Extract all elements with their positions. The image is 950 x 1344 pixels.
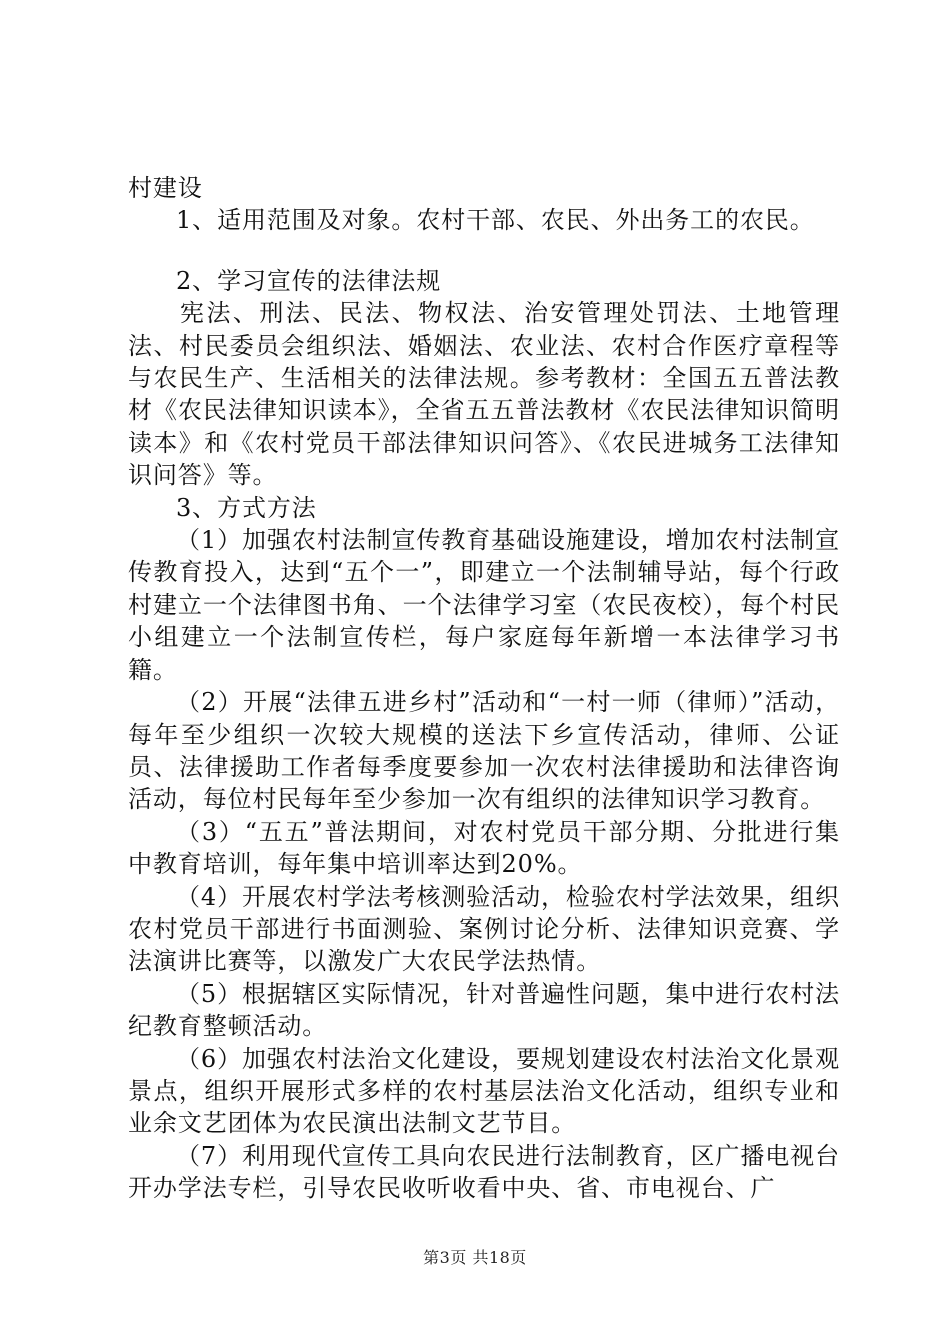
paragraph-method-3: （3）“五五”普法期间，对农村党员干部分期、分批进行集中教育培训，每年集中培训率达到20%。 xyxy=(128,817,840,879)
blank-line xyxy=(128,237,840,265)
heading-laws: 2、学习宣传的法律法规 xyxy=(176,266,442,295)
paragraph-scope: 1、适用范围及对象。农村干部、农民、外出务工的农民。 xyxy=(176,206,815,235)
paragraph-method-6: （6）加强农村法治文化建设，要规划建设农村法治文化景观景点，组织开展形式多样的农村基层法治文化活动，组织专业和业余文艺团体为农民演出法制文艺节目。 xyxy=(128,1044,840,1138)
paragraph-laws: 宪法、刑法、民法、物权法、治安管理处罚法、土地管理法、村民委员会组织法、婚姻法、农业法、农村合作医疗章程等与农民生产、生活相关的法律法规。参考教材：全国五五普法教材《农民法律知识读本》，全省五五普法教材《农民法律知识简明读本》和《农村党员干部法律知识问答》、《农民进城务工法律知识问答》等。 xyxy=(128,299,840,490)
page-footer: 第3页 共18页 xyxy=(423,1248,527,1267)
paragraph-method-7: （7）利用现代宣传工具向农民进行法制教育，区广播电视台开办学法专栏，引导农民收听收看中央、省、市电视台、广 xyxy=(128,1141,840,1203)
paragraph-continuation: 村建设 xyxy=(128,174,203,202)
paragraph-method-1: （1）加强农村法制宣传教育基础设施建设，增加农村法制宣传教育投入，达到“五个一”，即建立一个法制辅导站，每个行政村建立一个法律图书角、一个法律学习室（农民夜校），每个村民小组建立一个法制宣传栏，每户家庭每年新增一本法律学习书籍。 xyxy=(128,526,840,684)
heading-methods: 3、方式方法 xyxy=(176,493,317,522)
document-body xyxy=(128,172,840,1205)
paragraph-method-2: （2）开展“法律五进乡村”活动和“一村一师（律师）”活动，每年至少组织一次较大规模的送法下乡宣传活动，律师、公证员、法律援助工作者每季度要参加一次农村法律援助和法律咨询活动，每位村民每年至少参加一次有组织的法律知识学习教育。 xyxy=(128,688,840,814)
paragraph-method-4: （4）开展农村学法考核测验活动，检验农村学法效果，组织农村党员干部进行书面测验、案例讨论分析、法律知识竞赛、学法演讲比赛等，以激发广大农民学法热情。 xyxy=(128,882,840,976)
paragraph-method-5: （5）根据辖区实际情况，针对普遍性问题，集中进行农村法纪教育整顿活动。 xyxy=(128,979,840,1041)
